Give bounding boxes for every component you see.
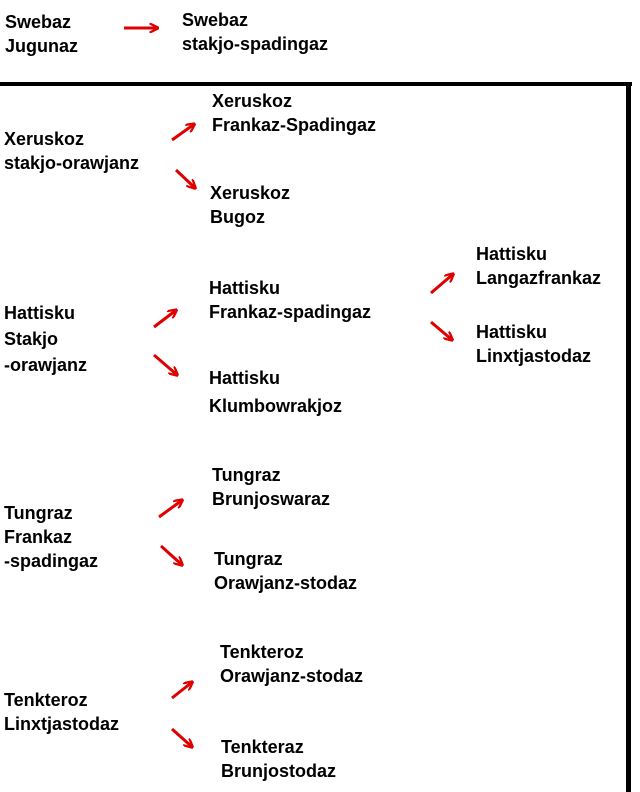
node-line: Hattisku: [209, 368, 281, 388]
node-line: Klumbowrakjoz: [209, 396, 343, 416]
node-line: stakjo-orawjanz: [4, 153, 140, 173]
arrow-down-right-icon: [154, 355, 176, 374]
node-line: Frankaz-spadingaz: [209, 302, 372, 322]
node-line: -orawjanz: [4, 355, 88, 375]
node-line: Frankaz-Spadingaz: [212, 115, 377, 135]
node-line: stakjo-spadingaz: [182, 34, 329, 54]
node-line: Hattisku: [4, 303, 76, 323]
arrow-down-right-icon: [176, 170, 194, 187]
arrow-up-right-icon: [172, 683, 191, 698]
node-line: Swebaz: [182, 10, 249, 30]
node-line: Jugunaz: [5, 36, 79, 56]
node-line: Xeruskoz: [4, 129, 85, 149]
node-line: Orawjanz-stodaz: [220, 666, 364, 686]
arrow-up-right-icon: [159, 501, 181, 517]
node-line: Tenkteroz: [220, 642, 304, 662]
node-line: Brunjoswaraz: [212, 489, 331, 509]
node-line: Linxtjastodaz: [476, 346, 592, 366]
arrow-up-right-icon: [154, 311, 175, 327]
node-line: Linxtjastodaz: [4, 714, 120, 734]
node-line: Swebaz: [5, 12, 72, 32]
node-line: -spadingaz: [4, 551, 99, 571]
node-line: Frankaz: [4, 527, 73, 547]
node-line: Tungraz: [4, 503, 73, 523]
arrow-down-right-icon: [431, 322, 451, 339]
node-line: Hattisku: [476, 322, 548, 342]
node-line: Tungraz: [214, 549, 283, 569]
node-line: Stakjo: [4, 329, 59, 349]
node-line: Orawjanz-stodaz: [214, 573, 358, 593]
node-line: Tenkteraz: [221, 737, 304, 757]
node-line: Tenkteroz: [4, 690, 88, 710]
node-line: Xeruskoz: [210, 183, 291, 203]
node-line: Langazfrankaz: [476, 268, 602, 288]
arrow-up-right-icon: [172, 125, 193, 140]
node-line: Hattisku: [476, 244, 548, 264]
arrow-down-right-icon: [172, 729, 191, 746]
node-line: Tungraz: [212, 465, 281, 485]
node-line: Brunjostodaz: [221, 761, 336, 781]
node-line: Xeruskoz: [212, 91, 293, 111]
arrow-down-right-icon: [161, 546, 181, 564]
arrow-up-right-icon: [431, 275, 452, 293]
node-line: Hattisku: [209, 278, 281, 298]
node-line: Bugoz: [210, 207, 265, 227]
